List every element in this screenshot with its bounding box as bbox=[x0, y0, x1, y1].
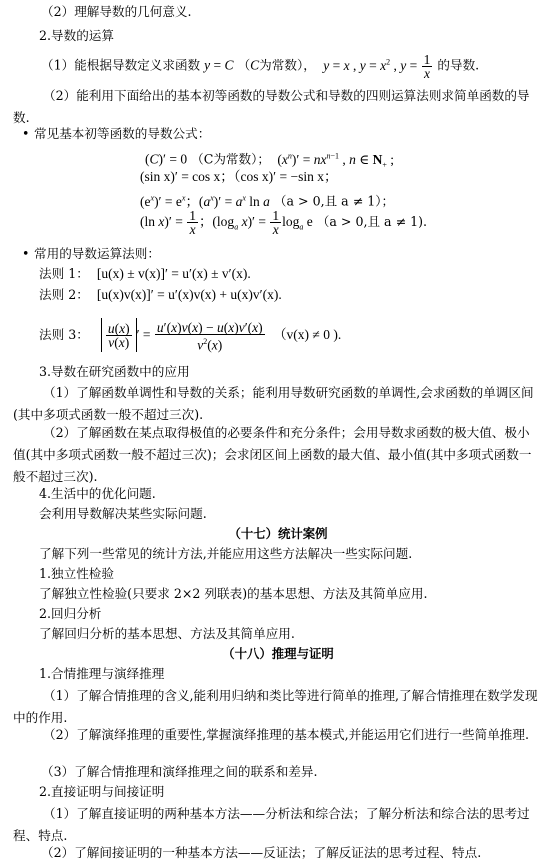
formula-line: $(e^x)' = e^x$；$(a^x)' = a^x$ ln a （a > 0,且 a ≠ 1）； bbox=[140, 193, 395, 209]
text-line: （2）了解间接证明的一种基本方法——反证法；了解反证法的思考过程、特点. bbox=[41, 845, 482, 859]
paragraph: （1）了解直接证明的两种基本方法——分析法和综合法；了解分析法和综合法的思考过程、特点. bbox=[13, 806, 530, 843]
paragraph: （2）了解演绎推理的重要性,掌握演绎推理的基本模式,并能运用它们进行一些简单推理. bbox=[43, 727, 529, 742]
paragraph: （1）了解函数单调性和导数的关系；能利用导数研究函数的单调性,会求函数的单调区间(其中多项式函数一般不超过三次). bbox=[13, 385, 534, 422]
chapter-title: （十七）统计案例 bbox=[228, 526, 328, 541]
section-heading: 2.回归分析 bbox=[39, 606, 102, 621]
text-line: 了解独立性检验(只要求 2×2 列联表)的基本思想、方法及其简单应用. bbox=[39, 586, 428, 601]
section-heading: 1.独立性检验 bbox=[39, 566, 114, 581]
bullet-item: • 常用的导数运算法则： bbox=[22, 246, 160, 261]
paragraph: （2）了解函数在某点取得极值的必要条件和充分条件；会用导数求函数的极大值、极小值(其中多项式函数一般不超过三次)；会求闭区间上函数的最大值、最小值(其中多项式函数一般不超过三次). bbox=[13, 425, 532, 484]
formula-line: (sin x)′ = cos x；（cos x)′ = −sin x； bbox=[140, 169, 338, 184]
bullet-icon: • bbox=[22, 246, 30, 261]
chapter-title: （十八）推理与证明 bbox=[222, 646, 334, 661]
text-line: 了解下列一些常见的统计方法,并能应用这些方法解决一些实际问题. bbox=[39, 546, 413, 561]
text-line: 了解回归分析的基本思想、方法及其简单应用. bbox=[39, 626, 295, 641]
formula-line: (C)′ = 0 （C为常数）； $(x^n)' = nx^{n-1}$ , n ∈ $N_+$ ; bbox=[145, 151, 394, 170]
text-line: （1）能根据导数定义求函数 y = C （C为常数）， y = x , $y = x^2$ , y = $\frac{1}{x}$ 的导数. bbox=[41, 52, 480, 81]
section-heading: 4.生活中的优化问题. bbox=[39, 486, 156, 501]
rule-line: 法则 1： [u(x) ± v(x)]′ = u′(x) ± v′(x). bbox=[39, 266, 251, 281]
text-line: （3）了解合情推理和演绎推理之间的联系和差异. bbox=[41, 764, 318, 779]
rule-line: 法则 3： $\frac{u(x)}{v(x)}$ ′ = $\frac{u'(x)v(x) - u(x)v'(x)}{v^2(x)}$ （v(x) ≠ 0 ). bbox=[39, 319, 342, 353]
bullet-item: • 常见基本初等函数的导数公式： bbox=[22, 126, 211, 141]
formula-line: (ln x)′ = $\frac{1}{x}$ ；($\log_a$ x)′ = $\frac{1}{x}$ $\log_a e$ （a > 0,且 a ≠ 1). bbox=[140, 208, 428, 238]
text-line: 会利用导数解决某些实际问题. bbox=[39, 506, 207, 521]
clipped-line-container bbox=[0, 845, 556, 859]
paragraph: （2）能利用下面给出的基本初等函数的导数公式和导数的四则运算法则求简单函数的导数. bbox=[13, 88, 530, 125]
bullet-icon: • bbox=[22, 126, 30, 141]
section-heading: 2.直接证明与间接证明 bbox=[39, 784, 165, 799]
section-heading: 1.合情推理与演绎推理 bbox=[39, 666, 165, 681]
section-heading: 2.导数的运算 bbox=[39, 28, 114, 43]
text-line: （2）理解导数的几何意义. bbox=[41, 4, 192, 19]
paragraph: （1）了解合情推理的含义,能利用归纳和类比等进行简单的推理,了解合情推理在数学发现中的作用. bbox=[13, 688, 538, 725]
section-heading: 3.导数在研究函数中的应用 bbox=[39, 364, 190, 379]
rule-line: 法则 2： [u(x)v(x)]′ = u′(x)v(x) + u(x)v′(x). bbox=[39, 287, 282, 302]
